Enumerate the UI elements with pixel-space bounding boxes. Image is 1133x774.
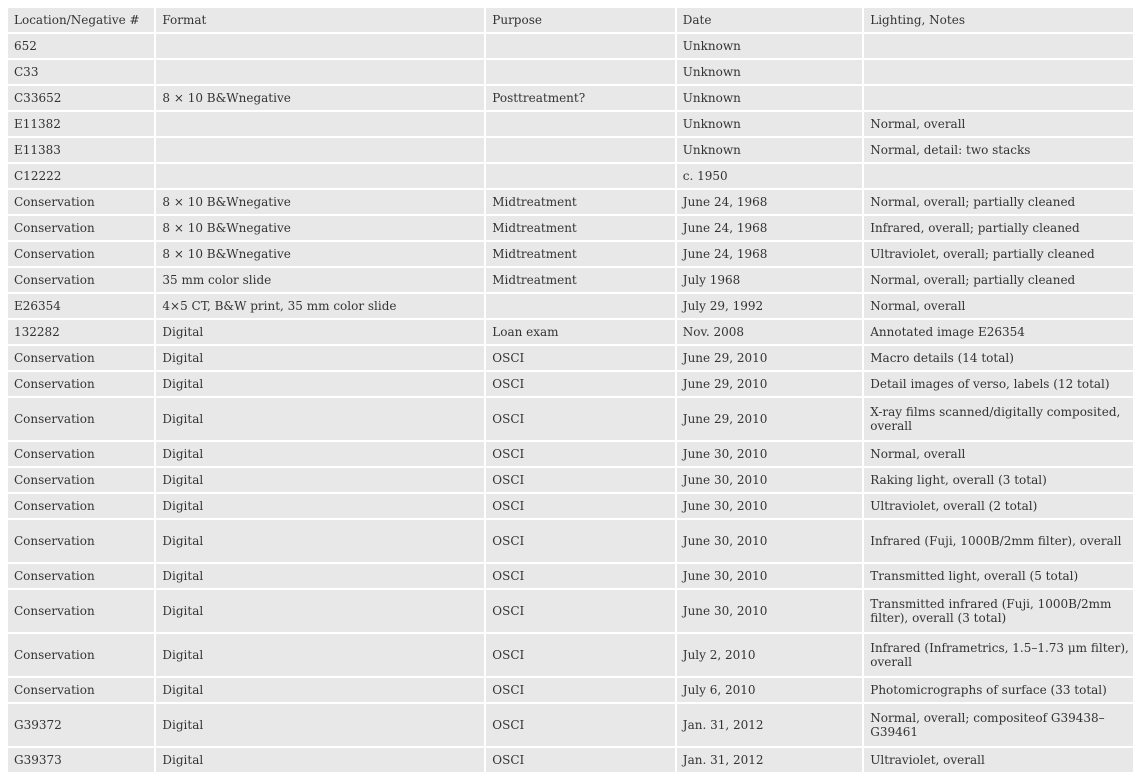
cell-notes [864,86,1133,110]
cell-notes: Normal, overall; partially cleaned [864,268,1133,292]
cell-date: Jan. 31, 2012 [677,748,862,772]
cell-notes: Ultraviolet, overall; partially cleaned [864,242,1133,266]
table-row [8,520,1133,562]
cell-format [156,164,484,188]
cell-purpose: OSCI [486,590,675,632]
table-row [8,564,1133,588]
cell-date: June 30, 2010 [677,590,862,632]
cell-location: Conservation [8,190,154,214]
cell-format [156,34,484,58]
cell-date: Nov. 2008 [677,320,862,344]
cell-purpose: OSCI [486,468,675,492]
cell-format [156,138,484,162]
cell-date: June 30, 2010 [677,520,862,562]
cell-location: 132282 [8,320,154,344]
cell-date: Unknown [677,60,862,84]
cell-notes: X-ray films scanned/digitally composited, overall [864,398,1133,440]
cell-purpose: Midtreatment [486,242,675,266]
cell-location: Conservation [8,590,154,632]
cell-format: 8 × 10 B&Wnegative [156,216,484,240]
cell-date: June 29, 2010 [677,346,862,370]
cell-location: Conservation [8,520,154,562]
cell-format: 8 × 10 B&Wnegative [156,190,484,214]
cell-purpose: Midtreatment [486,268,675,292]
cell-notes [864,60,1133,84]
cell-date: July 29, 1992 [677,294,862,318]
photo-documentation-table [6,6,1133,774]
cell-date: July 2, 2010 [677,634,862,676]
cell-format: Digital [156,564,484,588]
cell-date: July 6, 2010 [677,678,862,702]
table-row [8,268,1133,292]
cell-purpose: OSCI [486,678,675,702]
table-header-row [8,8,1133,32]
cell-location: Conservation [8,494,154,518]
cell-date: Unknown [677,34,862,58]
cell-purpose: Posttreatment? [486,86,675,110]
table-row [8,164,1133,188]
cell-location: Conservation [8,216,154,240]
table-row [8,190,1133,214]
cell-format: Digital [156,468,484,492]
cell-location: Conservation [8,634,154,676]
cell-purpose [486,138,675,162]
cell-location: C33 [8,60,154,84]
cell-notes: Normal, detail: two stacks [864,138,1133,162]
cell-purpose: OSCI [486,398,675,440]
cell-date: June 24, 1968 [677,242,862,266]
cell-format: Digital [156,346,484,370]
cell-date: June 24, 1968 [677,216,862,240]
cell-format: Digital [156,398,484,440]
cell-format [156,60,484,84]
cell-notes [864,34,1133,58]
cell-purpose: OSCI [486,748,675,772]
cell-purpose: OSCI [486,564,675,588]
cell-purpose: OSCI [486,704,675,746]
cell-notes: Normal, overall [864,294,1133,318]
cell-date: July 1968 [677,268,862,292]
cell-purpose [486,112,675,136]
cell-notes: Normal, overall; partially cleaned [864,190,1133,214]
column-header-format: Format [156,8,484,32]
cell-notes: Transmitted light, overall (5 total) [864,564,1133,588]
cell-location: Conservation [8,564,154,588]
cell-format: Digital [156,520,484,562]
cell-format: Digital [156,442,484,466]
cell-format: 8 × 10 B&Wnegative [156,86,484,110]
cell-date: Unknown [677,112,862,136]
cell-purpose [486,60,675,84]
cell-date: Jan. 31, 2012 [677,704,862,746]
cell-location: C33652 [8,86,154,110]
cell-notes: Detail images of verso, labels (12 total) [864,372,1133,396]
cell-location: Conservation [8,242,154,266]
cell-location: E11382 [8,112,154,136]
cell-location: Conservation [8,346,154,370]
cell-format: 35 mm color slide [156,268,484,292]
cell-notes: Infrared, overall; partially cleaned [864,216,1133,240]
cell-purpose: OSCI [486,494,675,518]
table-row [8,494,1133,518]
cell-purpose [486,294,675,318]
column-header-lighting-notes: Lighting, Notes [864,8,1133,32]
cell-location: Conservation [8,398,154,440]
table-row [8,294,1133,318]
column-header-location: Location/Negative # [8,8,154,32]
cell-format: Digital [156,634,484,676]
cell-notes [864,164,1133,188]
cell-notes: Ultraviolet, overall (2 total) [864,494,1133,518]
cell-location: E11383 [8,138,154,162]
cell-format: Digital [156,494,484,518]
table-row [8,748,1133,772]
column-header-date: Date [677,8,862,32]
table-row [8,442,1133,466]
table-row [8,112,1133,136]
cell-notes: Infrared (Inframetrics, 1.5–1.73 μm filter), overall [864,634,1133,676]
cell-location: Conservation [8,442,154,466]
cell-purpose: Midtreatment [486,216,675,240]
table-body [8,34,1133,772]
cell-purpose: Midtreatment [486,190,675,214]
cell-notes: Photomicrographs of surface (33 total) [864,678,1133,702]
table-row [8,242,1133,266]
table-row [8,372,1133,396]
cell-notes: Normal, overall [864,112,1133,136]
cell-date: June 30, 2010 [677,468,862,492]
table-row [8,346,1133,370]
table-row [8,320,1133,344]
cell-notes: Annotated image E26354 [864,320,1133,344]
cell-date: June 30, 2010 [677,564,862,588]
cell-purpose: OSCI [486,520,675,562]
cell-date: June 30, 2010 [677,442,862,466]
cell-notes: Infrared (Fuji, 1000B/2mm filter), overall [864,520,1133,562]
table-row [8,704,1133,746]
cell-format: 8 × 10 B&Wnegative [156,242,484,266]
cell-notes: Normal, overall; compositeof G39438–G39461 [864,704,1133,746]
cell-notes: Macro details (14 total) [864,346,1133,370]
cell-notes: Transmitted infrared (Fuji, 1000B/2mm filter), overall (3 total) [864,590,1133,632]
cell-date: June 24, 1968 [677,190,862,214]
cell-location: Conservation [8,372,154,396]
cell-format: Digital [156,678,484,702]
table-row [8,468,1133,492]
cell-notes: Normal, overall [864,442,1133,466]
column-header-purpose: Purpose [486,8,675,32]
cell-format: Digital [156,590,484,632]
cell-format: Digital [156,320,484,344]
cell-location: Conservation [8,468,154,492]
cell-date: Unknown [677,86,862,110]
cell-purpose: OSCI [486,442,675,466]
cell-format: 4×5 CT, B&W print, 35 mm color slide [156,294,484,318]
cell-purpose [486,164,675,188]
cell-purpose: OSCI [486,346,675,370]
cell-purpose [486,34,675,58]
cell-date: June 29, 2010 [677,372,862,396]
cell-location: E26354 [8,294,154,318]
cell-location: 652 [8,34,154,58]
cell-purpose: Loan exam [486,320,675,344]
cell-date: Unknown [677,138,862,162]
cell-format: Digital [156,748,484,772]
cell-format [156,112,484,136]
table-row [8,34,1133,58]
cell-date: June 30, 2010 [677,494,862,518]
table-row [8,138,1133,162]
cell-format: Digital [156,372,484,396]
cell-format: Digital [156,704,484,746]
table-row [8,398,1133,440]
table-row [8,216,1133,240]
cell-purpose: OSCI [486,634,675,676]
cell-date: c. 1950 [677,164,862,188]
cell-location: Conservation [8,268,154,292]
cell-purpose: OSCI [486,372,675,396]
cell-date: June 29, 2010 [677,398,862,440]
table-row [8,60,1133,84]
cell-location: C12222 [8,164,154,188]
cell-location: Conservation [8,678,154,702]
table-row [8,86,1133,110]
cell-location: G39373 [8,748,154,772]
cell-notes: Raking light, overall (3 total) [864,468,1133,492]
table-row [8,634,1133,676]
cell-notes: Ultraviolet, overall [864,748,1133,772]
table-row [8,678,1133,702]
table-row [8,590,1133,632]
cell-location: G39372 [8,704,154,746]
